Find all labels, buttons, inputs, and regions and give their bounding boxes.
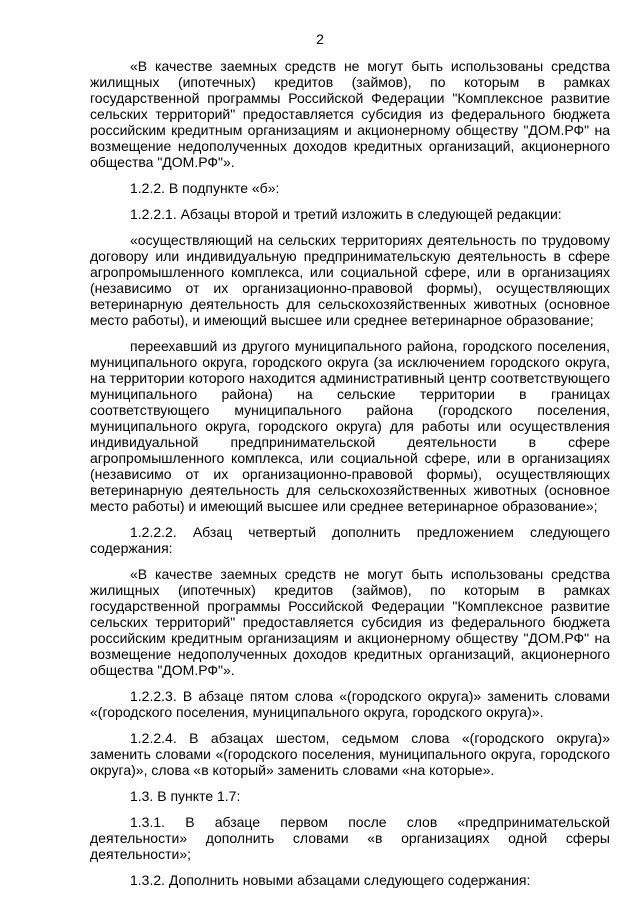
paragraph-1-3-2: 1.3.2. Дополнить новыми абзацами следующего содержания: (130, 872, 531, 888)
paragraph-1-2-2-1: 1.2.2.1. Абзацы второй и третий изложить в следующей редакции: (130, 206, 562, 222)
paragraph-1-2-2-2: 1.2.2.2. Абзац четвертый дополнить предложением следующего содержания: (90, 524, 610, 556)
document-body (90, 58, 610, 888)
paragraph-relocated: переехавший из другого муниципального района, городского поселения, муниципального округа, городского округа (за исключением городского округа, на территории которого находится административный центр соответствующего муниципального района) на сельские территории в границах соответствующего муниципального района (городского поселения, муниципального округа, городского округа) для работы или осуществления индивидуальной предпринимательской деятельности в сфере агропромышленного комплекса, или социальной сфере, или в организациях (независимо от их организационно-правовой формы), осуществляющих ветеринарную деятельность для сельскохозяйственных животных (основное место работы) и имеющий высшее или среднее ветеринарное образование»; (90, 338, 610, 514)
paragraph-quote-loan-funds: «В качестве заемных средств не могут быть использованы средства жилищных (ипотечных) кредитов (займов), по которым в рамках государственной программы Российской Федерации "Комплексное развитие сельских территорий" предоставляется субсидия из федерального бюджета российским кредитным организациям и акционерному обществу "ДОМ.РФ" на возмещение недополученных доходов кредитных организаций, акционерного общества "ДОМ.РФ"». (90, 58, 610, 170)
paragraph-1-2-2: 1.2.2. В подпункте «б»: (130, 180, 280, 196)
paragraph-quote-rural-worker: «осуществляющий на сельских территориях деятельность по трудовому договору или индивидуальную предпринимательскую деятельность в сфере агропромышленного комплекса, или социальной сфере, или в организациях (независимо от их организационно-правовой формы), осуществляющих ветеринарную деятельность для сельскохозяйственных животных (основное место работы), и имеющий высшее или среднее ветеринарное образование; (90, 232, 610, 328)
page-number: 2 (316, 31, 324, 47)
paragraph-1-2-2-3: 1.2.2.3. В абзаце пятом слова «(городского округа)» заменить словами «(городского поселения, муниципального округа, городского округа)». (90, 688, 610, 720)
paragraph-1-3: 1.3. В пункте 1.7: (130, 788, 241, 804)
paragraph-quote-loan-funds-2: «В качестве заемных средств не могут быть использованы средства жилищных (ипотечных) кредитов (займов), по которым в рамках государственной программы Российской Федерации "Комплексное развитие сельских территорий" предоставляется субсидия из федерального бюджета российским кредитным организациям и акционерному обществу "ДОМ.РФ" на возмещение недополученных доходов кредитных организаций, акционерного общества "ДОМ.РФ"». (90, 566, 610, 678)
paragraph-1-3-1: 1.3.1. В абзаце первом после слов «предпринимательской деятельности» дополнить словами «в организациях одной сферы деятельности»; (90, 814, 610, 862)
paragraph-1-2-2-4: 1.2.2.4. В абзацах шестом, седьмом слова «(городского округа)» заменить словами «(городского поселения, муниципального округа, городского округа)», слова «в который» заменить словами «на которые». (90, 730, 610, 778)
